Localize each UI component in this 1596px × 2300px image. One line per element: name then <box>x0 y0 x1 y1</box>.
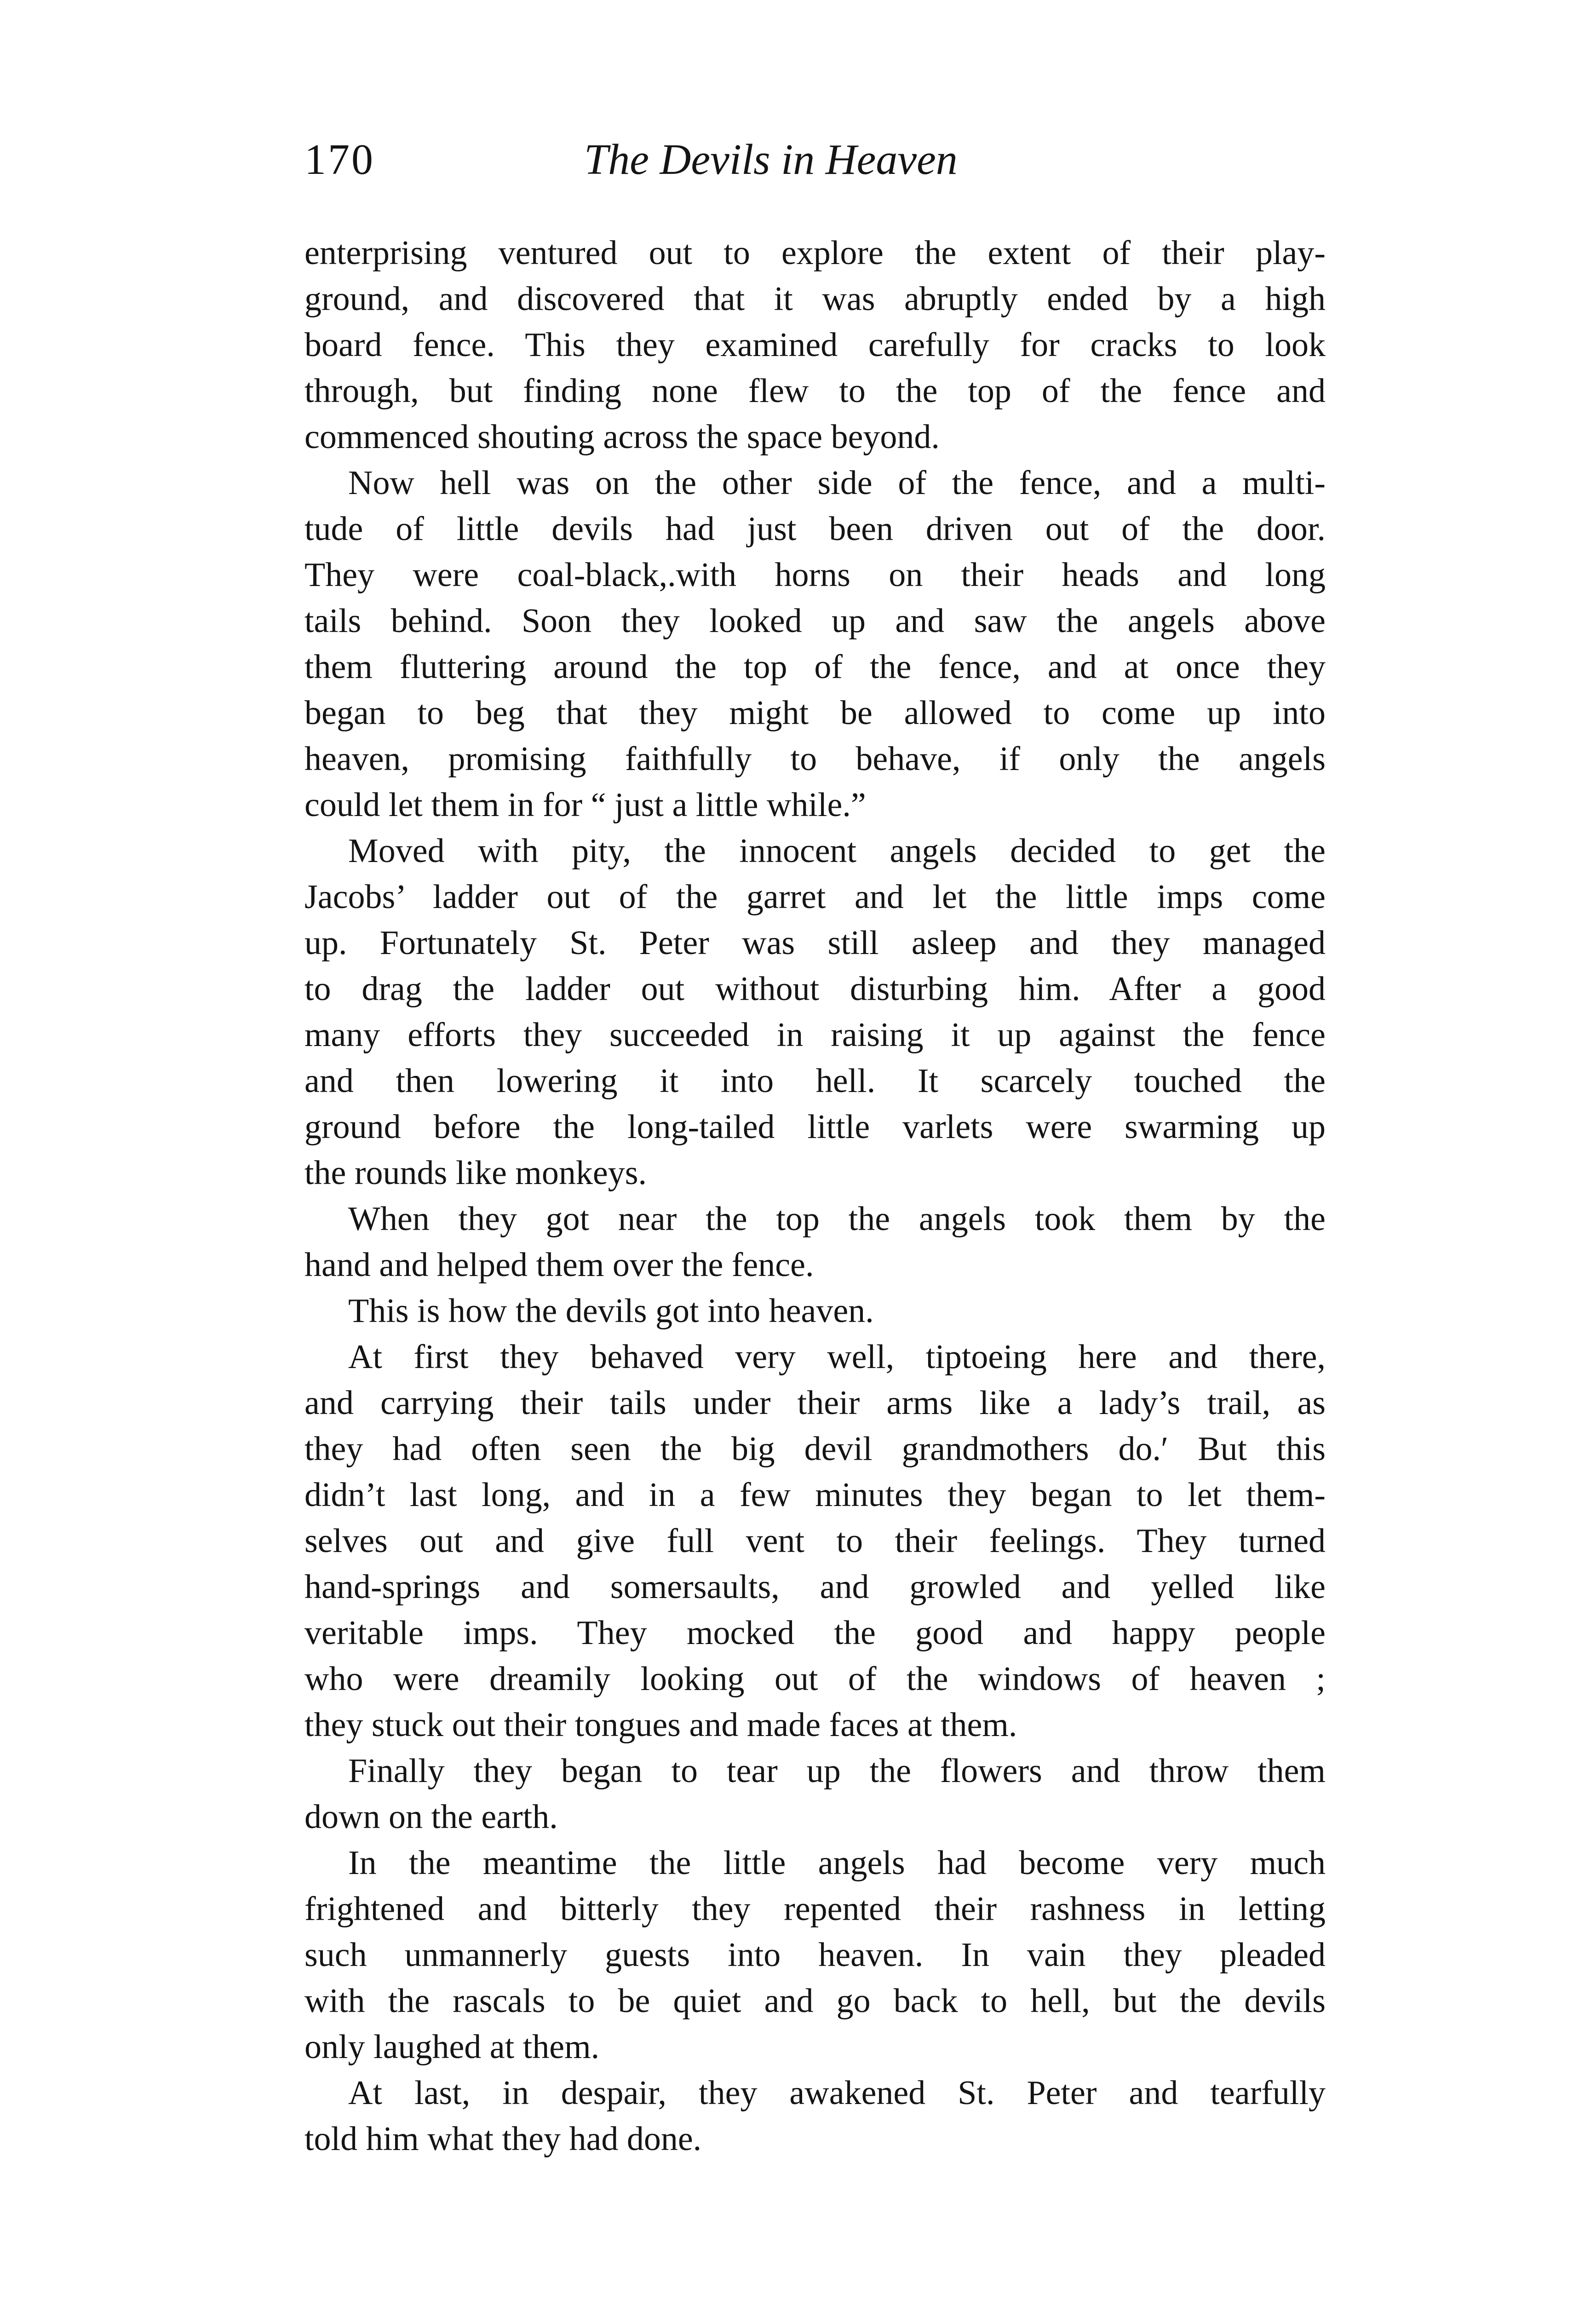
text-line: enterprising ventured out to explore the extent of their play- <box>304 234 1326 272</box>
text-line: When they got near the top the angels took them by the <box>348 1200 1326 1238</box>
text-line: selves out and give full vent to their feelings. They turned <box>304 1522 1326 1560</box>
text-line: began to beg that they might be allowed to come up into <box>304 694 1326 732</box>
paragraph <box>304 1196 1326 1288</box>
text-line: and carrying their tails under their arms like a lady’s trail, as <box>304 1384 1326 1422</box>
running-title: The Devils in Heaven <box>584 136 958 184</box>
text-line: hand-springs and somersaults, and growled and yelled like <box>304 1568 1326 1606</box>
text-line: they had often seen the big devil grandmothers do.′ But this <box>304 1430 1326 1468</box>
text-line: Finally they began to tear up the flowers and throw them <box>348 1752 1326 1790</box>
text-line: up. Fortunately St. Peter was still asleep and they managed <box>304 924 1326 962</box>
paragraph <box>304 1748 1326 1840</box>
text-line: board fence. This they examined carefully for cracks to look <box>304 326 1326 364</box>
text-line: Moved with pity, the innocent angels decided to get the <box>348 832 1326 870</box>
text-line: they stuck out their tongues and made faces at them. <box>304 1706 1017 1744</box>
text-line: frightened and bitterly they repented their rashness in letting <box>304 1890 1326 1928</box>
text-line: heaven, promising faithfully to behave, if only the angels <box>304 740 1326 778</box>
paragraph <box>304 828 1326 1196</box>
paragraph <box>304 230 1326 460</box>
text-line: ground before the long-tailed little varlets were swarming up <box>304 1108 1326 1146</box>
paragraph <box>304 460 1326 828</box>
text-line: through, but finding none flew to the top of the fence and <box>304 372 1326 410</box>
text-line: In the meantime the little angels had become very much <box>348 1844 1326 1882</box>
text-line: At last, in despair, they awakened St. Peter and tearfully <box>348 2074 1326 2112</box>
text-line: such unmannerly guests into heaven. In vain they pleaded <box>304 1936 1326 1974</box>
text-line: who were dreamily looking out of the windows of heaven ; <box>304 1660 1326 1698</box>
text-line: ground, and discovered that it was abruptly ended by a high <box>304 280 1326 318</box>
text-line: tails behind. Soon they looked up and saw the angels above <box>304 602 1326 640</box>
body-text <box>304 230 1326 2162</box>
text-line: This is how the devils got into heaven. <box>348 1292 874 1330</box>
text-line: and then lowering it into hell. It scarcely touched the <box>304 1062 1326 1100</box>
text-line: Now hell was on the other side of the fence, and a multi- <box>348 464 1326 502</box>
paragraph <box>304 2070 1326 2162</box>
text-line: with the rascals to be quiet and go back to hell, but the devils <box>304 1982 1326 2020</box>
text-line: veritable imps. They mocked the good and happy people <box>304 1614 1326 1652</box>
text-line: didn’t last long, and in a few minutes they began to let them- <box>304 1476 1326 1514</box>
text-line: many efforts they succeeded in raising it up against the fence <box>304 1016 1326 1054</box>
text-line: told him what they had done. <box>304 2120 702 2158</box>
text-line: only laughed at them. <box>304 2028 600 2066</box>
text-line: They were coal-black,.with horns on their heads and long <box>304 556 1326 594</box>
text-line: could let them in for “ just a little while.” <box>304 786 866 824</box>
paragraph <box>304 1288 1326 1334</box>
paragraph <box>304 1334 1326 1748</box>
text-line: Jacobs’ ladder out of the garret and let the little imps come <box>304 878 1326 916</box>
text-line: to drag the ladder out without disturbing him. After a good <box>304 970 1326 1008</box>
text-line: commenced shouting across the space beyond. <box>304 418 940 456</box>
text-line: the rounds like monkeys. <box>304 1154 647 1192</box>
text-line: them fluttering around the top of the fence, and at once they <box>304 648 1326 686</box>
text-line: tude of little devils had just been driven out of the door. <box>304 510 1326 548</box>
text-line: At first they behaved very well, tiptoeing here and there, <box>348 1338 1326 1376</box>
paragraph <box>304 1840 1326 2070</box>
page-number: 170 <box>304 136 375 184</box>
text-line: hand and helped them over the fence. <box>304 1246 814 1284</box>
text-line: down on the earth. <box>304 1798 558 1836</box>
